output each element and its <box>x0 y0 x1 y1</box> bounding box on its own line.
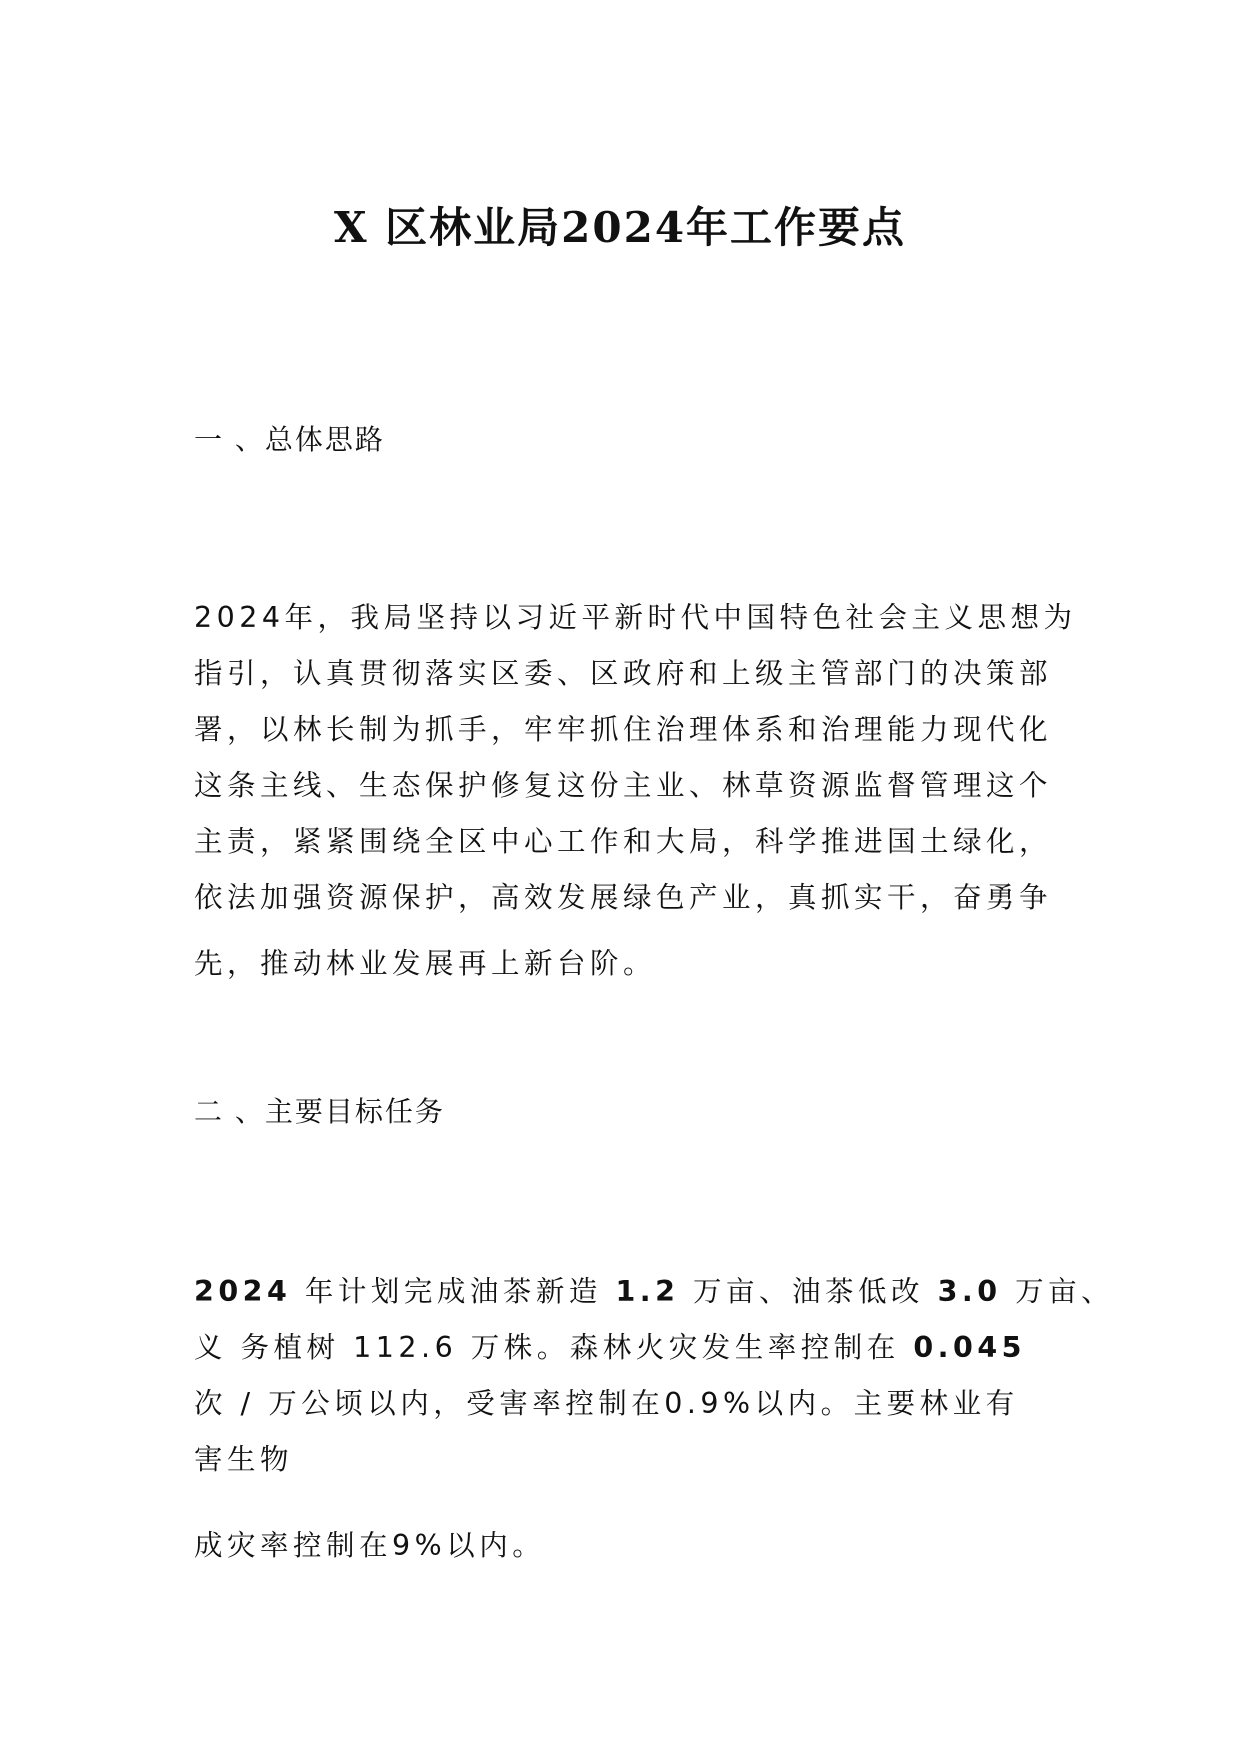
paragraph-line: 主责，紧紧围绕全区中心工作和大局，科学推进国土绿化， <box>194 825 1053 858</box>
paragraph-line: 害生物 <box>194 1443 294 1476</box>
text-fragment: 万亩、油茶低改 <box>679 1275 938 1308</box>
paragraph-line <box>194 1264 1115 1320</box>
section-heading-overall-approach: 一 、总体思路 <box>194 423 385 456</box>
text-fragment: 年计划完成油茶新造 <box>291 1275 616 1308</box>
section-paragraph-overall-approach <box>194 590 1077 992</box>
figure-new-planting: 1.2 <box>615 1275 680 1308</box>
paragraph-line <box>194 1320 1074 1376</box>
figure-year: 2024 <box>194 1275 292 1308</box>
section-paragraph-main-targets <box>194 1264 1115 1574</box>
document-title: X 区林业局2024年工作要点 <box>333 203 907 252</box>
text-fragment: 义 务植树 112.6 万株。森林火灾发生率控制在 <box>194 1331 914 1364</box>
section-heading-main-targets: 二 、主要目标任务 <box>194 1095 445 1128</box>
text-fragment: 万亩、 <box>1001 1275 1115 1308</box>
paragraph-line: 署，以林长制为抓手，牢牢抓住治理体系和治理能力现代化 <box>194 713 1053 746</box>
paragraph-line: 次 / 万公顷以内，受害率控制在0.9%以内。主要林业有 <box>194 1387 1019 1420</box>
paragraph-line: 2024年，我局坚持以习近平新时代中国特色社会主义思想为 <box>194 601 1077 634</box>
paragraph-line: 依法加强资源保护，高效发展绿色产业，真抓实干，奋勇争 <box>194 881 1053 914</box>
figure-fire-rate: 0.045 <box>913 1331 1026 1364</box>
paragraph-line: 成灾率控制在9%以内。 <box>194 1529 546 1562</box>
figure-low-yield-improvement: 3.0 <box>937 1275 1002 1308</box>
paragraph-line: 先，推动林业发展再上新台阶。 <box>194 947 657 980</box>
paragraph-line: 这条主线、生态保护修复这份主业、林草资源监督管理这个 <box>194 769 1053 802</box>
paragraph-line: 指引，认真贯彻落实区委、区政府和上级主管部门的决策部 <box>194 657 1053 690</box>
